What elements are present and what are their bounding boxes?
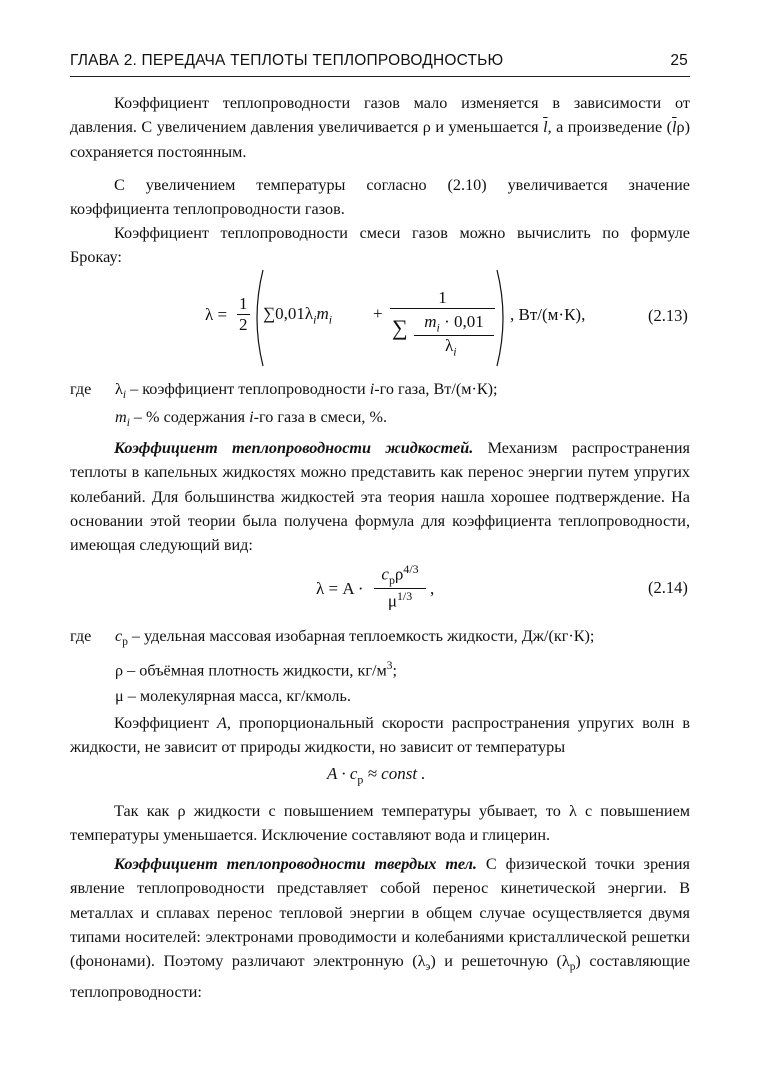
- p4-text: Механизм распространения теплоты в капельных жидкостях можно представить как перенос энергии путем упругих колебаний. Для большинства жидкостей эта теория нашла хорошее подтверждение. На основании этой теории была получена формула для коэффициента теплопроводности, имеющая следующий вид:: [70, 439, 690, 555]
- legend2-rho: ρ: [115, 661, 124, 680]
- paragraph-solids: [70, 852, 690, 1004]
- eq214-rho: ρ: [394, 564, 404, 584]
- p1-rho-2: ρ: [676, 118, 685, 137]
- eq213-m: m: [316, 304, 329, 323]
- p1-text-c: , а произведение (: [547, 118, 673, 137]
- liquids-heading: Коэффициент теплопроводности жидкостей.: [114, 439, 474, 457]
- legend2-where: где: [70, 627, 92, 645]
- eq214-lhs-wrap: [316, 579, 364, 599]
- eq213-plus: +: [373, 304, 383, 323]
- p1-lbar: $\overline{l}$: [543, 118, 548, 137]
- legend2-l3-text: – молекулярная масса, кг/кмоль.: [123, 687, 351, 705]
- p5-A: A: [217, 714, 227, 732]
- eq213-number: (2.13): [648, 306, 688, 325]
- eq213-inner-lambda: λ: [445, 336, 454, 355]
- p7-sub-p: р: [569, 961, 576, 974]
- eq214-rho-sup: 4/3: [403, 562, 419, 576]
- legend2-l2-end: ;: [392, 661, 397, 680]
- eq213-denominator: [390, 309, 495, 359]
- right-paren: [495, 268, 511, 368]
- legend2-line2: [115, 654, 397, 683]
- solids-heading: Коэффициент теплопроводности твердых тел.: [114, 855, 477, 873]
- eqc-sub: p: [357, 772, 364, 787]
- legend2-l2-text: – объёмная плотность жидкости, кг/м: [123, 661, 387, 680]
- eq213-half-den: 2: [239, 315, 248, 334]
- eq214-number: (2.14): [648, 578, 688, 597]
- legend1-m: m: [115, 408, 127, 426]
- legend1-l1-a: – коэффициент теплопроводности: [126, 380, 370, 398]
- legend2-l1-text: – удельная массовая изобарная теплоемкость жидкости, Дж/(кг·К);: [127, 627, 595, 645]
- paragraph-liquids: [70, 436, 690, 557]
- p2-text: С увеличением температуры согласно (2.10) увеличивается значение коэффициента теплопроводности газов.: [70, 176, 690, 219]
- equation-2-13: [205, 268, 586, 368]
- paragraph-gas-pressure: [70, 91, 690, 164]
- eq213-sum2: ∑: [392, 315, 408, 340]
- p1-text-d: ) сохраняется постоянным.: [70, 118, 690, 161]
- eq213-half: [237, 294, 250, 335]
- paragraph-rho-lambda: [70, 799, 690, 848]
- legend1-l1-b: -го газа, Вт/(м·К);: [374, 380, 498, 398]
- eq213-one: 1: [390, 288, 495, 309]
- eq214-num: [374, 562, 426, 589]
- eq213-inner-den-sub: i: [453, 344, 457, 359]
- legend-2-13: [70, 377, 690, 435]
- p7-text2: ) и решеточную (λ: [430, 952, 570, 971]
- running-header: [70, 50, 688, 74]
- p5-a: Коэффициент: [114, 714, 218, 732]
- header-rule: [70, 76, 690, 77]
- paragraph-coefficient-a: [70, 711, 690, 760]
- eq213-half-num: 1: [239, 294, 248, 313]
- eq214-tail: ,: [430, 579, 435, 598]
- eq213-sub-i: i: [313, 312, 317, 327]
- eq213-big-frac: [390, 288, 495, 359]
- eqc-a: A · c: [327, 764, 358, 783]
- legend1-l1-i: i: [369, 380, 375, 398]
- legend-2-14: [70, 624, 690, 714]
- legend1-line1: [115, 377, 498, 408]
- equation-2-14: [316, 562, 456, 612]
- legend1-line2: [115, 405, 387, 436]
- legend2-mu: μ: [115, 687, 124, 705]
- legend1-l2-a: – % содержания: [129, 408, 250, 426]
- p1-lbar-2: $\overline{l}$: [672, 118, 677, 137]
- p7-text3: ) составляющие теплопроводности:: [70, 952, 691, 1001]
- legend1-l2-b: -го газа в смеси, %.: [253, 408, 387, 426]
- p5-b: , пропорциональный скорости распространения упругих волн в жидкости, не зависит от природы жидкости, но зависит от температуры: [70, 714, 690, 757]
- p1-text-b: и уменьшается: [430, 118, 544, 137]
- legend1-lambda-sub: i: [122, 389, 127, 402]
- legend1-where: где: [70, 380, 92, 398]
- eq213-inner-num: [414, 312, 494, 336]
- legend1-lambda: λ: [115, 380, 123, 398]
- eq213-inner-sub: i: [436, 320, 440, 335]
- legend2-line3: [115, 684, 351, 708]
- eq213-inner-den: [445, 336, 457, 359]
- p1-text-a: Коэффициент теплопроводности газов мало изменяется в зависимости от давления. С увеличением давления увеличивается: [70, 94, 690, 137]
- p7-text: С физической точки зрения явление теплопроводности представляет собой перенос кинетической энергии. В металлах и сплавах перенос тепловой энергии в общем случае осуществляется двумя типами носителей: электронами проводимости и колебаниями кристаллической решетки (фононами). Поэтому различают электронную (λ: [70, 855, 690, 971]
- legend2-c-sub: p: [122, 636, 128, 649]
- eq213-sum1: ∑0,01λ: [263, 304, 314, 323]
- legend1-m-sub: i: [126, 417, 130, 430]
- legend2-l2-sup: 3: [386, 660, 393, 672]
- eq213-unit: , Вт/(м·К),: [510, 305, 586, 324]
- eq214-den: [374, 589, 426, 612]
- eq213-lhs: λ =: [205, 305, 228, 324]
- chapter-title: ГЛАВА 2. ПЕРЕДАЧА ТЕПЛОТЫ ТЕПЛОПРОВОДНОСТЬЮ: [70, 52, 504, 69]
- p1-rho: ρ: [422, 118, 431, 137]
- eqc-b: ≈ const .: [363, 764, 426, 783]
- eq214-mu-sup: 1/3: [396, 589, 413, 604]
- eq214-lhs: λ = A ·: [316, 579, 364, 598]
- p3-text: Коэффициент теплопроводности смеси газов можно вычислить по формуле Брокау:: [70, 224, 690, 267]
- eq213-inner-m: m: [424, 312, 437, 331]
- eq213-sub-i-2: i: [328, 312, 333, 327]
- eq214-c-sub: p: [388, 573, 395, 588]
- eq214-frac: [374, 562, 426, 612]
- eq214-mu: μ: [387, 591, 397, 611]
- eq213-term1: [263, 304, 332, 327]
- legend2-c: c: [115, 627, 123, 645]
- eq214-c: c: [381, 564, 389, 584]
- equation-const: [327, 764, 426, 787]
- legend2-line1: [115, 624, 594, 655]
- p7-sub-e: э: [425, 961, 431, 974]
- paragraph-brokau-intro: [70, 221, 690, 270]
- paragraph-gas-temperature: [70, 173, 690, 222]
- eq213-inner-rest: · 0,01: [439, 312, 484, 331]
- legend1-l2-i: i: [249, 408, 254, 426]
- p6-text: Так как ρ жидкости с повышением температуры убывает, то λ с повышением температуры уменьшается. Исключение составляют вода и глицерин.: [70, 802, 690, 845]
- page-number: 25: [670, 52, 688, 69]
